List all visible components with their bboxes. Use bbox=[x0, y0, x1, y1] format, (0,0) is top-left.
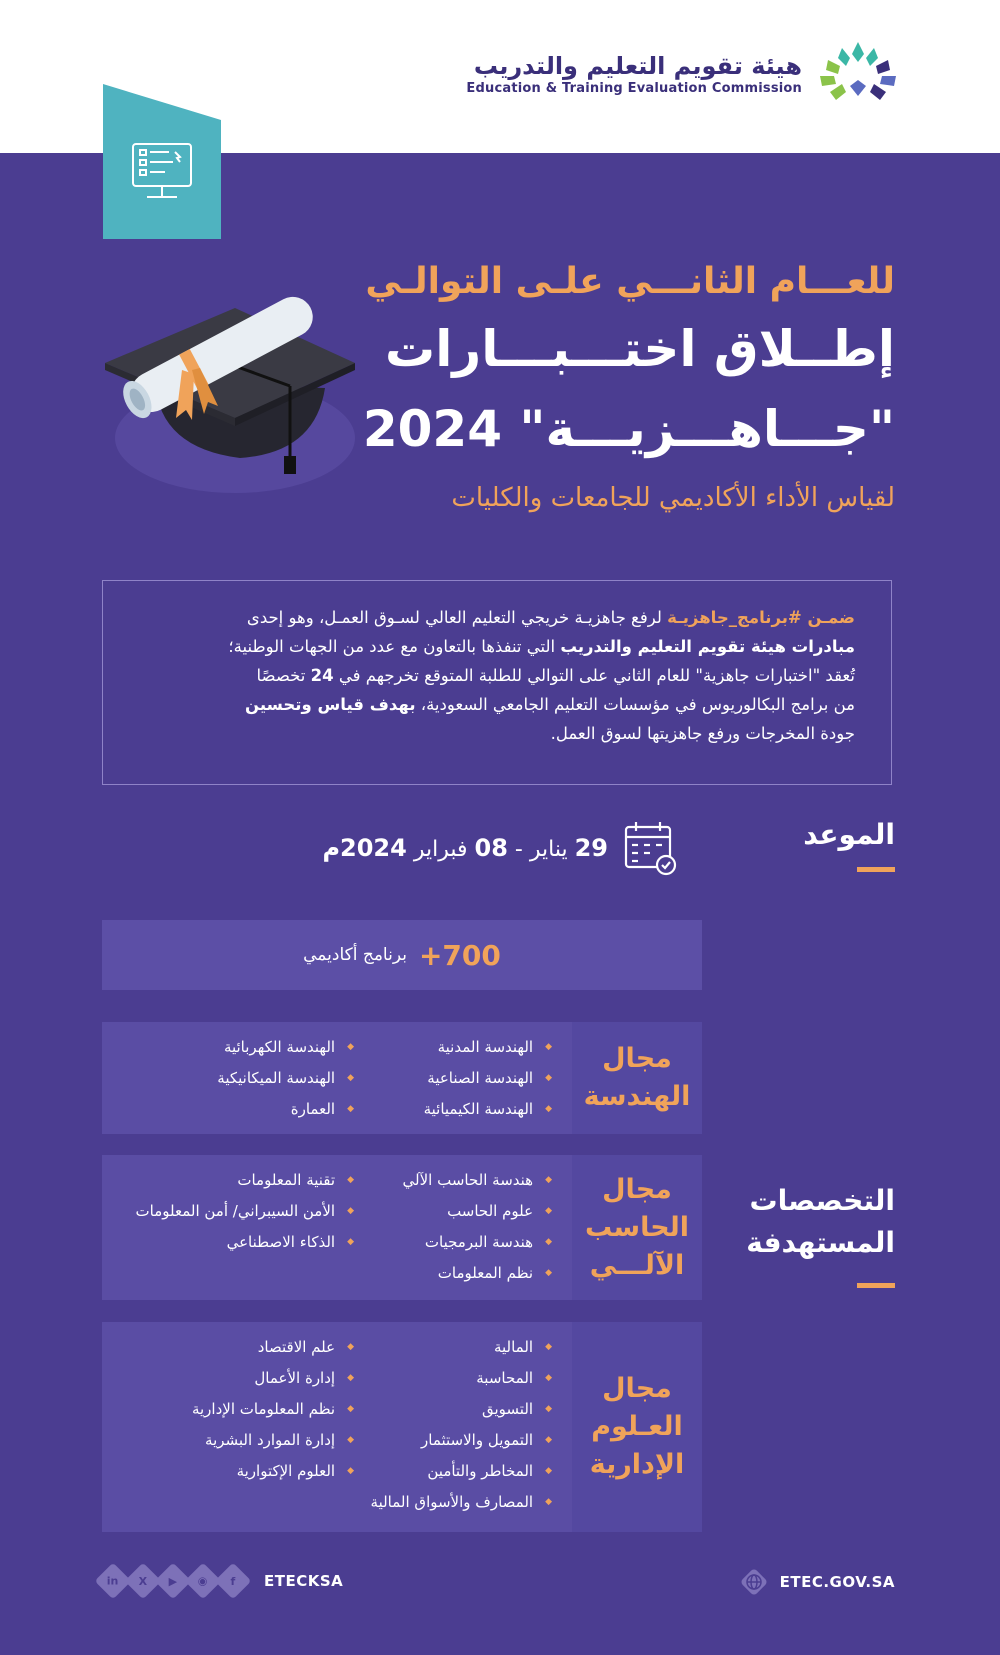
intro-goal-bold: بهدف قياس وتحسين bbox=[245, 695, 416, 714]
list-item: ◆ علوم الحاسب bbox=[403, 1196, 552, 1227]
intro-box bbox=[102, 580, 892, 785]
field-engineering-col2 bbox=[217, 1032, 354, 1125]
field-computer-col1 bbox=[403, 1165, 552, 1289]
list-item: ◆ الهندسة الصناعية bbox=[424, 1063, 552, 1094]
schedule-underline bbox=[857, 867, 895, 872]
list-item: ◆ إدارة الأعمال bbox=[192, 1363, 354, 1394]
title-block bbox=[335, 255, 895, 523]
list-item: ◆ المالية bbox=[371, 1332, 552, 1363]
field-management-col2 bbox=[192, 1332, 354, 1487]
program-count: +700 bbox=[418, 938, 501, 972]
field-management-col1 bbox=[371, 1332, 552, 1518]
list-item: ◆ العمارة bbox=[217, 1094, 354, 1125]
list-item: ◆ التمويل والاستثمار bbox=[371, 1425, 552, 1456]
list-item: ◆ الهندسة الميكانيكية bbox=[217, 1063, 354, 1094]
linkedin-icon[interactable]: in bbox=[95, 1563, 132, 1600]
calendar-check-icon bbox=[622, 819, 680, 877]
logo-english-name: Education & Training Evaluation Commission bbox=[466, 80, 802, 96]
program-count-bar bbox=[102, 920, 702, 990]
intro-line-1: لرفع جاهزيـة خريجي التعليم العالي لسـوق العمـل، وهو إحدى bbox=[246, 608, 668, 627]
field-computer-title: مجال الحاسب الآلـــي bbox=[572, 1155, 702, 1300]
list-item: ◆ الهندسة المدنية bbox=[424, 1032, 552, 1063]
title-second-year: للعـــام الثانـــي علـى التوالـي bbox=[365, 261, 895, 302]
field-engineering-col1 bbox=[424, 1032, 552, 1125]
field-engineering-title: مجال الهندسة bbox=[572, 1022, 702, 1134]
field-engineering bbox=[102, 1022, 702, 1134]
target-specialties-underline bbox=[857, 1283, 895, 1288]
title-subtitle: لقياس الأداء الأكاديمي للجامعات والكليات bbox=[451, 483, 895, 513]
website-url[interactable]: ETEC.GOV.SA bbox=[779, 1573, 895, 1591]
schedule-label: الموعد bbox=[803, 818, 895, 851]
footer bbox=[0, 1560, 1000, 1605]
instagram-icon[interactable]: ◉ bbox=[185, 1563, 222, 1600]
intro-line-2: التي تنفذها بالتعاون مع عدد من الجهات الوطنية؛ bbox=[228, 637, 561, 656]
intro-line-3b: تخصصًا bbox=[256, 666, 311, 685]
list-item: ◆ الذكاء الاصطناعي bbox=[136, 1227, 354, 1258]
graduation-cap-diploma-icon bbox=[100, 278, 360, 518]
logo-arabic-name: هيئة تقويم التعليم والتدريب bbox=[473, 51, 802, 80]
list-item: ◆ الهندسة الكيميائية bbox=[424, 1094, 552, 1125]
title-launch: إطــلاق اختـــبـــارات bbox=[385, 320, 895, 378]
list-item: ◆ المحاسبة bbox=[371, 1363, 552, 1394]
intro-line-3a: تُعقد "اختبارات جاهزية" للعام الثاني على التوالي للطلبة المتوقع تخرجهم في bbox=[333, 666, 855, 685]
globe-icon bbox=[740, 1568, 768, 1596]
list-item: ◆ المصارف والأسواق المالية bbox=[371, 1487, 552, 1518]
target-specialties-label: التخصصات المستهدفة bbox=[746, 1184, 895, 1259]
test-computer-tab bbox=[103, 84, 221, 239]
leaf-cluster-logo-icon bbox=[816, 40, 900, 106]
field-computer bbox=[102, 1155, 702, 1300]
list-item: ◆ تقنية المعلومات bbox=[136, 1165, 354, 1196]
list-item: ◆ العلوم الإكتوارية bbox=[192, 1456, 354, 1487]
list-item: ◆ نظم المعلومات الإدارية bbox=[192, 1394, 354, 1425]
list-item: ◆ هندسة الحاسب الآلي bbox=[403, 1165, 552, 1196]
list-item: ◆ الأمن السيبراني/ أمن المعلومات bbox=[136, 1196, 354, 1227]
social-handle[interactable]: ETECKSA bbox=[264, 1572, 344, 1590]
social-links bbox=[100, 1568, 343, 1594]
intro-line-5: جودة المخرجات ورفع جاهزيتها لسوق العمل. bbox=[550, 724, 855, 743]
field-management bbox=[102, 1322, 702, 1532]
website-link[interactable] bbox=[740, 1568, 895, 1596]
field-computer-col2 bbox=[136, 1165, 354, 1258]
date-row bbox=[300, 823, 680, 873]
youtube-icon[interactable]: ▶ bbox=[155, 1563, 192, 1600]
date-text: 29 يناير - 08 فبراير 2024م bbox=[322, 834, 608, 862]
list-item: ◆ نظم المعلومات bbox=[403, 1258, 552, 1289]
list-item: ◆ التسويق bbox=[371, 1394, 552, 1425]
list-item: ◆ الهندسة الكهربائية bbox=[217, 1032, 354, 1063]
field-management-title: مجال العـلوم الإدارية bbox=[572, 1322, 702, 1532]
program-hashtag: ضمـن #برنامج_جاهزيـة bbox=[667, 608, 855, 627]
intro-specialty-count: 24 bbox=[310, 666, 334, 685]
x-icon[interactable]: X bbox=[125, 1563, 162, 1600]
list-item: ◆ إدارة الموارد البشرية bbox=[192, 1425, 354, 1456]
title-jahizia-2024: "جـــاهـــزيـــة" 2024 bbox=[362, 400, 895, 458]
intro-initiative-bold: مبادرات هيئة تقويم التعليم والتدريب bbox=[560, 637, 855, 656]
list-item: ◆ المخاطر والتأمين bbox=[371, 1456, 552, 1487]
list-item: ◆ هندسة البرمجيات bbox=[403, 1227, 552, 1258]
list-item: ◆ علم الاقتصاد bbox=[192, 1332, 354, 1363]
intro-line-4: من برامج البكالوريوس في مؤسسات التعليم الجامعي السعودية، bbox=[415, 695, 855, 714]
program-count-label: برنامج أكاديمي bbox=[303, 945, 407, 965]
facebook-icon[interactable]: f bbox=[215, 1563, 252, 1600]
etec-logo bbox=[466, 40, 900, 106]
